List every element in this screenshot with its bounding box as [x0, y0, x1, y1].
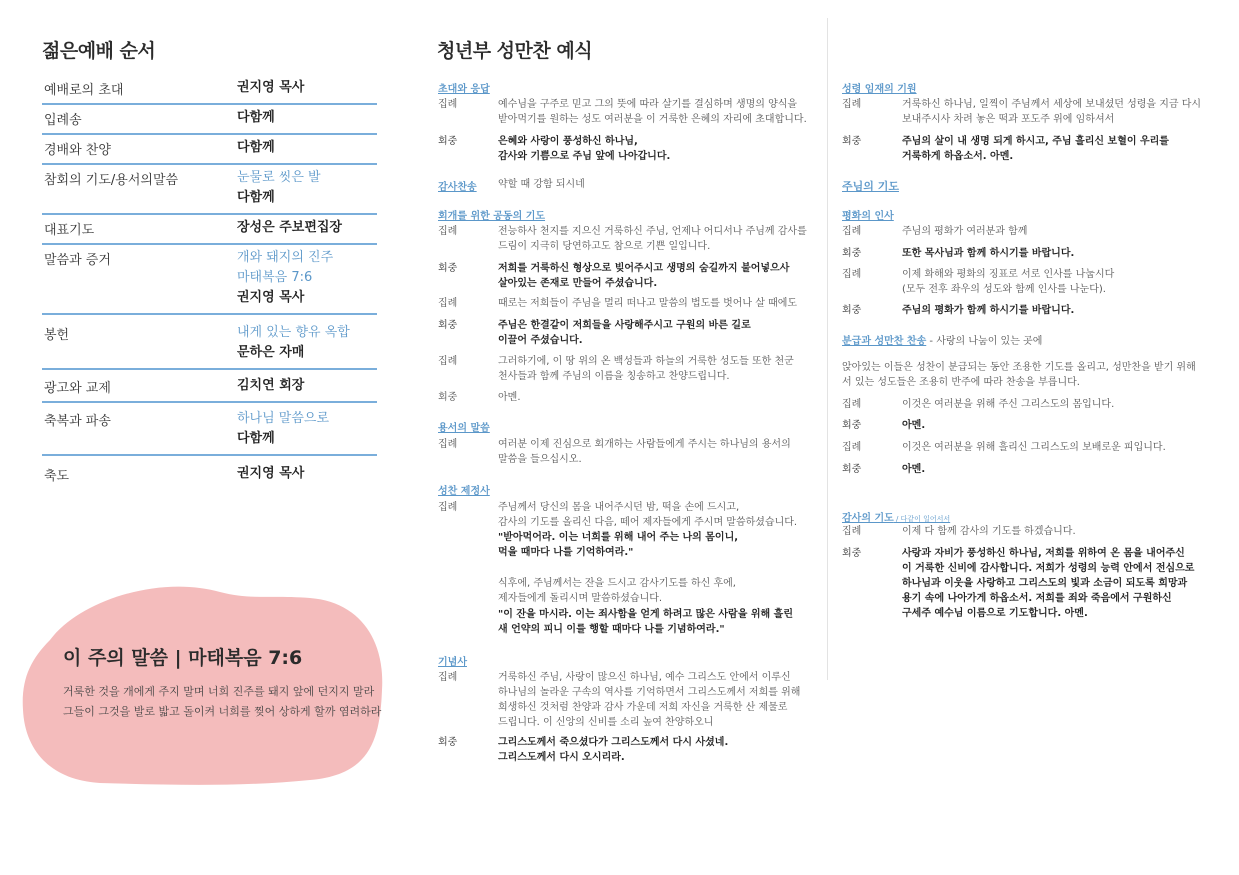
communion-heading — [842, 332, 1042, 347]
line-text: 이것은 여러분을 위해 흘리신 그리스도의 보배로운 피입니다. — [902, 442, 1166, 453]
order-leader: 김치연 회장 — [237, 378, 305, 393]
order-label: 축복과 파송 — [44, 414, 111, 429]
order-row — [42, 135, 377, 165]
speaker: 집례 — [842, 526, 862, 537]
line-text: 주님의 살이 내 생명 되게 하시고, 주님 흘리신 보혈이 우리를 거룩하게 하옵소서. 아멘. — [902, 136, 1169, 162]
cup-words: "이 잔을 마시라. 이는 죄사함을 얻게 하려고 많은 사람을 위해 흘린 새 언약의 피니 이를 행할 때마다 나를 기념하여라." — [498, 609, 793, 635]
section-note: / 다같이 일어서서 — [893, 515, 951, 523]
speaker: 집례 — [438, 226, 458, 237]
order-row — [42, 315, 377, 370]
hymn-title: 약할 때 강함 되시네 — [498, 179, 585, 190]
speaker: 회중 — [842, 305, 862, 316]
order-label: 경배와 찬양 — [44, 143, 111, 158]
line-text: 거룩하신 하나님, 일찍이 주님께서 세상에 보내셨던 성령을 지금 다시 보내주시사 차려 놓은 떡과 포도주 위에 임하셔서 — [902, 99, 1202, 125]
speaker: 회중 — [438, 737, 458, 748]
liturgy-line — [842, 397, 1222, 412]
section-heading: 평화의 인사 — [842, 211, 894, 222]
liturgy-line — [842, 246, 1222, 261]
speaker: 회중 — [842, 464, 862, 475]
order-leader: 다함께 — [237, 110, 275, 125]
column-divider — [827, 18, 828, 680]
liturgy-line — [438, 500, 818, 530]
speaker: 집례 — [438, 99, 458, 110]
order-table — [42, 75, 377, 489]
liturgy-line — [842, 524, 1222, 539]
order-leader: 다함께 — [237, 431, 275, 446]
speaker: 회중 — [842, 548, 862, 559]
speaker: 집례 — [842, 226, 862, 237]
speaker: 집례 — [842, 269, 862, 280]
order-label: 대표기도 — [44, 223, 95, 238]
line-text: 예수님을 구주로 믿고 그의 뜻에 따라 살기를 결심하며 생명의 양식을 받아먹기를 원하는 성도 여러분을 이 거룩한 은혜의 자리에 초대합니다. — [498, 99, 807, 125]
thanksgiving-heading — [842, 506, 950, 525]
section-heading: 분급과 성만찬 찬송 — [842, 336, 927, 347]
line-text: 사랑과 자비가 풍성하신 하나님, 저희를 위하여 온 몸을 내어주신 이 거룩한 신비에 감사합니다. 저희가 성령의 능력 안에서 전심으로 하나님과 이웃을 사랑하고 그리스도의 빛과 소금이 되도록 희망과 용기 속에 나아가게 하옵소서. 저희를 죄와 죽음에서 구원하신 구세주 예수님 이름으로 기도합니다. 아멘. — [902, 548, 1195, 619]
line-text: 주님의 평화가 함께 하시기를 바랍니다. — [902, 305, 1075, 316]
order-row — [42, 456, 377, 489]
liturgy-line — [438, 735, 818, 765]
line-text: 또한 목사님과 함께 하시기를 바랍니다. — [902, 248, 1075, 259]
sermon-title: 개와 돼지의 진주 — [237, 250, 334, 265]
line-text: 아멘. — [902, 420, 926, 431]
order-label: 예배로의 초대 — [44, 83, 124, 98]
speaker: 회중 — [842, 420, 862, 431]
line-text: 아멘. — [498, 392, 521, 403]
order-leader: 장성은 주보편집장 — [237, 220, 342, 235]
line-text: 전능하사 천지를 지으신 거룩하신 주님, 언제나 어디서나 주님께 감사를 드림이 지극히 당연하고도 참으로 기쁜 일입니다. — [498, 226, 807, 252]
speaker: 집례 — [438, 356, 458, 367]
speaker: 회중 — [842, 136, 862, 147]
order-label: 참회의 기도/용서의말씀 — [44, 173, 179, 188]
section-heading: 기념사 — [438, 657, 467, 668]
order-row — [42, 215, 377, 245]
liturgy-line — [438, 354, 818, 384]
liturgy-line — [842, 546, 1222, 621]
instruction-text: 앉아있는 이들은 성찬이 분급되는 동안 조용한 기도를 올리고, 성만찬을 받기 위해 서 있는 성도들은 조용히 반주에 따라 찬송을 부릅니다. — [842, 362, 1196, 388]
order-leader: 다함께 — [237, 190, 275, 205]
order-row — [42, 370, 377, 403]
speaker: 집례 — [438, 298, 458, 309]
speaker: 회중 — [438, 320, 458, 331]
order-song: 하나님 말씀으로 — [237, 411, 330, 426]
liturgy-line — [438, 224, 818, 254]
line-text: 그리스도께서 죽으셨다가 그리스도께서 다시 사셨네. 그리스도께서 다시 오시리라. — [498, 737, 729, 763]
order-label: 말씀과 증거 — [44, 253, 111, 268]
section-heading: 성령 임재의 기원 — [842, 84, 917, 95]
liturgy-line — [438, 318, 818, 348]
verse-title: 이 주의 말씀 | 마태복음 7:6 — [63, 647, 303, 669]
speaker: 집례 — [438, 672, 458, 683]
speaker: 회중 — [842, 248, 862, 259]
order-label: 광고와 교제 — [44, 381, 111, 396]
section-heading: 초대와 응답 — [438, 84, 490, 95]
line-text: 때로는 저희들이 주님을 멀리 떠나고 말씀의 법도를 벗어나 살 때에도 — [498, 298, 798, 309]
order-title: 젊은예배 순서 — [42, 40, 156, 62]
order-row — [42, 165, 377, 215]
section-heading: 용서의 말씀 — [438, 423, 490, 434]
liturgy-line — [842, 418, 1222, 433]
order-row — [42, 105, 377, 135]
speaker: 집례 — [842, 442, 862, 453]
order-song: 내게 있는 향유 옥합 — [237, 325, 350, 340]
order-song: 눈물로 씻은 발 — [237, 170, 321, 185]
liturgy-line — [438, 670, 818, 730]
line-text: 주님의 평화가 여러분과 함께 — [902, 226, 1028, 237]
order-leader: 권지영 목사 — [237, 466, 305, 481]
verse-line-2: 그들이 그것을 발로 밟고 돌이켜 너희를 찢어 상하게 할까 염려하라 — [63, 705, 382, 718]
speaker: 집례 — [438, 502, 458, 513]
liturgy-line — [842, 134, 1222, 164]
line-text: 이제 화해와 평화의 징표로 서로 인사를 나눕시다 (모두 전후 좌우의 성도와 함께 인사를 나눈다). — [902, 269, 1115, 295]
line-text: 주님께서 당신의 몸을 내어주시던 밤, 떡을 손에 드시고, 감사의 기도를 올리신 다음, 떼어 제자들에게 주시며 말씀하셨습니다. — [498, 502, 798, 528]
liturgy-title: 청년부 성만찬 예식 — [437, 40, 593, 62]
liturgy-line — [842, 303, 1222, 318]
line-text: 은혜와 사랑이 풍성하신 하나님, 감사와 기쁨으로 주님 앞에 나아갑니다. — [498, 136, 671, 162]
order-label: 축도 — [44, 469, 70, 484]
line-text: 아멘. — [902, 464, 926, 475]
order-row — [42, 403, 377, 456]
line-text: 이제 다 함께 감사의 기도를 하겠습니다. — [902, 526, 1076, 537]
liturgy-line — [438, 390, 818, 405]
speaker: 회중 — [438, 263, 458, 274]
liturgy-line — [842, 267, 1222, 297]
speaker: 회중 — [438, 136, 458, 147]
line-text: 이것은 여러분을 위해 주신 그리스도의 몸입니다. — [902, 399, 1115, 410]
section-heading: 주님의 기도 — [842, 180, 899, 193]
sermon-scripture: 마태복음 7:6 — [237, 270, 313, 285]
line-text: 거룩하신 주님, 사랑이 많으신 하나님, 예수 그리스도 안에서 이루신 하나님의 놀라운 구속의 역사를 기억하면서 그리스도께서 저희를 위해 희생하신 것처럼 찬양과 감사 가운데 저희 자신을 거룩한 산 제물로 드립니다. 이 신앙의 신비를 소리 높여 찬양하오니 — [498, 672, 801, 728]
section-heading: 감사찬송 — [438, 182, 477, 193]
line-text: 여러분 이제 진심으로 회개하는 사람들에게 주시는 하나님의 용서의 말씀을 들으십시오. — [498, 439, 791, 465]
speaker: 회중 — [438, 392, 458, 403]
line-text: 그러하기에, 이 땅 위의 온 백성들과 하늘의 거룩한 성도들 또한 천군 천사들과 함께 주님의 이름을 칭송하고 찬양드립니다. — [498, 356, 794, 382]
order-leader: 다함께 — [237, 140, 275, 155]
section-heading: 회개를 위한 공동의 기도 — [438, 211, 546, 222]
hymn-title: - 사랑의 나눔이 있는 곳에 — [926, 336, 1043, 347]
verse-line-1: 거룩한 것을 개에게 주지 말며 너희 진주를 돼지 앞에 던지지 말라 — [63, 685, 375, 698]
liturgy-line — [842, 224, 1222, 239]
section-heading: 감사의 기도 — [842, 513, 894, 524]
liturgy-line — [438, 134, 818, 164]
line-text: 주님은 한결같이 저희들을 사랑해주시고 구원의 바른 길로 이끌어 주셨습니다. — [498, 320, 751, 346]
speaker: 집례 — [842, 399, 862, 410]
bread-words: "받아먹어라. 이는 너희를 위해 내어 주는 나의 몸이니, 먹을 때마다 나를 기억하여라." — [498, 532, 739, 558]
order-label: 입례송 — [44, 113, 82, 128]
order-row — [42, 245, 377, 315]
order-label: 봉헌 — [44, 328, 70, 343]
line-text: 저희를 거룩하신 형상으로 빚어주시고 생명의 숨길까지 불어넣으사 살아있는 존재로 만들어 주셨습니다. — [498, 263, 790, 289]
section-heading: 성찬 제정사 — [438, 486, 490, 497]
liturgy-line — [842, 97, 1222, 127]
order-leader: 권지영 목사 — [237, 80, 305, 95]
order-leader: 권지영 목사 — [237, 290, 305, 305]
liturgy-line — [842, 462, 1222, 477]
order-row — [42, 75, 377, 105]
liturgy-line — [438, 261, 818, 291]
speaker: 집례 — [438, 439, 458, 450]
order-leader: 문하은 자매 — [237, 345, 305, 360]
liturgy-line — [438, 296, 818, 311]
cup-intro: 식후에, 주님께서는 잔을 드시고 감사기도를 하신 후에, 제자들에게 돌리시며 말씀하셨습니다. — [498, 578, 736, 604]
liturgy-line — [842, 440, 1222, 455]
liturgy-line — [438, 437, 818, 467]
liturgy-line — [438, 97, 818, 127]
speaker: 집례 — [842, 99, 862, 110]
